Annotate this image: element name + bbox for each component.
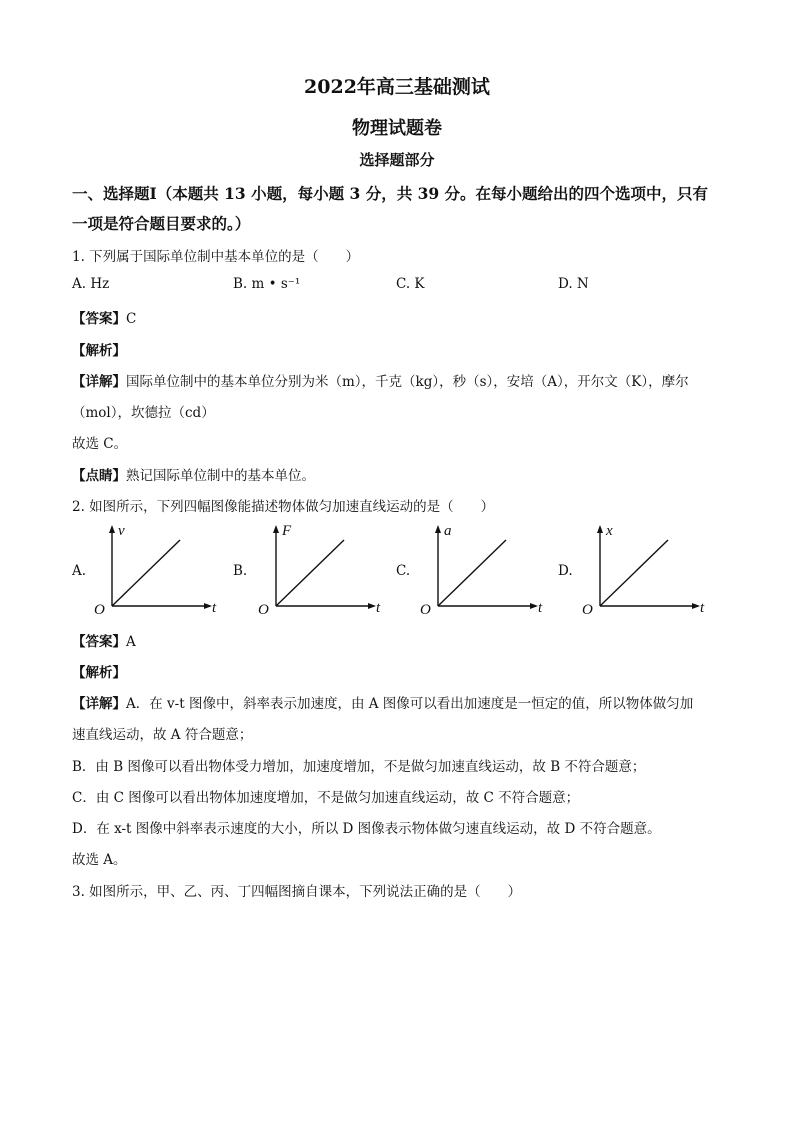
origin-label: O bbox=[94, 602, 105, 618]
q2-graph-b bbox=[254, 518, 394, 620]
graph-line bbox=[112, 540, 180, 606]
q1-option-a: A. Hz bbox=[72, 276, 110, 292]
q1-option-c: C. K bbox=[396, 276, 425, 292]
q2-graph-d-option: D. bbox=[558, 563, 573, 579]
detail-tag: 【详解】 bbox=[72, 374, 126, 390]
detail-text: A．在 v-t 图像中，斜率表示加速度，由 A 图像可以看出加速度是一恒定的值，所以物体做匀加 bbox=[126, 696, 694, 712]
q1-detail-line1 bbox=[72, 370, 689, 390]
y-axis-arrow bbox=[109, 525, 115, 533]
q2-graph-d bbox=[578, 518, 718, 620]
q2-line-c: C．由 C 图像可以看出物体加速度增加，不是做匀加速直线运动，故 C 不符合题意； bbox=[72, 790, 580, 806]
q2-graph-a bbox=[90, 518, 230, 620]
q2-graph-b-option: B. bbox=[233, 563, 248, 579]
x-axis-arrow bbox=[204, 603, 212, 609]
q2-graph-c-option: C. bbox=[396, 563, 411, 579]
q2-line-b: B．由 B 图像可以看出物体受力增加，加速度增加，不是做匀加速直线运动，故 B 不符合题意； bbox=[72, 759, 646, 775]
x-axis-label: t bbox=[700, 600, 705, 616]
q2-graph-c bbox=[416, 518, 556, 620]
q1-answer bbox=[72, 307, 136, 327]
q1-option-b: B. m • s⁻¹ bbox=[233, 276, 301, 292]
x-axis-label: t bbox=[376, 600, 381, 616]
y-axis-arrow bbox=[435, 525, 441, 533]
q2-conclusion: 故选 A。 bbox=[72, 852, 127, 868]
answer-tag: 【答案】 bbox=[72, 634, 126, 650]
y-axis-arrow bbox=[597, 525, 603, 533]
origin-label: O bbox=[258, 602, 269, 618]
q1-option-d: D. N bbox=[558, 276, 589, 292]
q2-line-d: D．在 x-t 图像中斜率表示速度的大小，所以 D 图像表示物体做匀速直线运动，故 D 不符合题意。 bbox=[72, 821, 661, 837]
part1-heading-line2: 一项是符合题目要求的。） bbox=[72, 214, 251, 233]
part1-heading-line1: 一、选择题Ⅰ（本题共 13 小题，每小题 3 分，共 39 分。在每小题给出的四个选项中，只有 bbox=[72, 184, 709, 203]
q1-stem: 1. 下列属于国际单位制中基本单位的是（ ） bbox=[72, 249, 360, 265]
exam-subtitle: 物理试题卷 bbox=[352, 118, 442, 139]
y-axis-arrow bbox=[273, 525, 279, 533]
y-axis-label: x bbox=[606, 523, 613, 539]
q1-tip bbox=[72, 464, 315, 484]
graph-line bbox=[276, 540, 344, 606]
exam-title: 2022年高三基础测试 bbox=[304, 76, 490, 98]
x-axis-label: t bbox=[538, 600, 543, 616]
q1-conclusion: 故选 C。 bbox=[72, 436, 128, 452]
q2-detail-line2: 速直线运动，故 A 符合题意； bbox=[72, 727, 253, 743]
q2-analysis-tag: 【解析】 bbox=[72, 665, 126, 681]
answer-value: C bbox=[126, 311, 137, 327]
y-axis-label: a bbox=[444, 523, 452, 539]
y-axis-label: F bbox=[282, 523, 292, 539]
origin-label: O bbox=[420, 602, 431, 618]
section-title: 选择题部分 bbox=[359, 151, 435, 169]
x-axis-arrow bbox=[692, 603, 700, 609]
answer-tag: 【答案】 bbox=[72, 311, 126, 327]
q1-detail-line2: （mol），坎德拉（cd） bbox=[72, 405, 215, 421]
x-axis-arrow bbox=[368, 603, 376, 609]
origin-label: O bbox=[582, 602, 593, 618]
detail-text: 国际单位制中的基本单位分别为米（m），千克（kg），秒（s），安培（A），开尔文（K），摩尔 bbox=[126, 374, 689, 390]
q2-stem: 2. 如图所示，下列四幅图像能描述物体做匀加速直线运动的是（ ） bbox=[72, 499, 495, 515]
q3-stem: 3. 如图所示，甲、乙、丙、丁四幅图摘自课本，下列说法正确的是（ ） bbox=[72, 884, 522, 900]
q1-analysis-tag: 【解析】 bbox=[72, 343, 126, 359]
graph-line bbox=[600, 540, 668, 606]
q2-detail-line1 bbox=[72, 692, 693, 712]
answer-value: A bbox=[126, 634, 136, 650]
tip-tag: 【点睛】 bbox=[72, 468, 126, 484]
q2-answer bbox=[72, 630, 136, 650]
x-axis-label: t bbox=[212, 600, 217, 616]
graph-line bbox=[438, 540, 506, 606]
y-axis-label: v bbox=[118, 523, 125, 539]
x-axis-arrow bbox=[530, 603, 538, 609]
tip-text: 熟记国际单位制中的基本单位。 bbox=[126, 468, 315, 484]
detail-tag: 【详解】 bbox=[72, 696, 126, 712]
q2-graph-a-option: A. bbox=[72, 563, 87, 579]
